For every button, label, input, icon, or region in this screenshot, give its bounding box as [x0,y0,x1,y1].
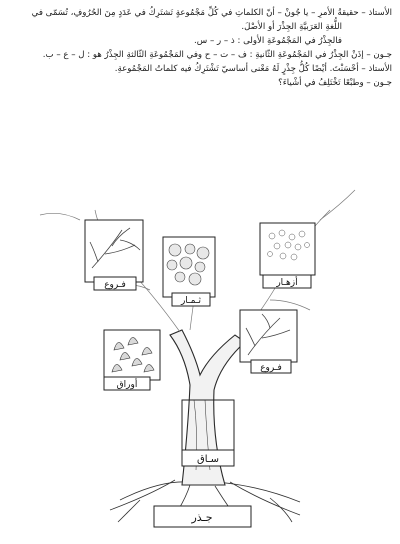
dialogue-line-4: جـون – إذَنْ الجِذْرُ في المَجْمُوعَةِ الثّانيةِ : ف – ت – ح وفي المَجْمُوعَةِ الثّالثةِ الجِذْرُ هو : ل – ع – ب. [42,50,392,60]
dialogue-line-1: الأستاذ – حقيقةُ الأمرِ – يا جُونْ – أنّ الكلماتِ في كُلِّ مَجْمُوعةٍ تَشتَرِكُ في عَدَدٍ مِنَ الحُرُوفِ، تُسَمّى في [31,8,392,18]
leaves-label: أوراق [116,380,138,390]
leaves-card [104,330,160,390]
dialogue-line-3: فالجِذْرُ في المَجْمُوعَةِ الأولى : ذ – ر – س. [194,36,342,46]
branches-card [85,220,143,290]
fruits-card [163,237,215,306]
root-label: جـذر [191,511,213,524]
branches-label-2: فـروع [260,363,282,373]
dialogue-line-2: اللُّغةِ العَرَبيَّةِ الجِذْرَ أو الأصْلَ. [241,22,342,32]
branches-label: فـروع [104,280,126,290]
fruits-label: ثـمـار [180,296,202,306]
root-card [154,506,251,527]
dialogue-line-6: جـون – وطبْعًا تَخْتَلِفُ في أشْياءَ؟ [278,78,392,88]
dialogue-text [6,6,392,90]
branches-card-2 [240,310,297,373]
tree-illustration [0,150,400,544]
flowers-label: أزهـار [276,278,298,288]
trunk-label: سـاق [196,454,220,465]
flowers-card [260,223,315,288]
dialogue-line-5: الأستاذ – أحْسَنْتَ. أيْضًا كُلُّ جِذْرٍ لَهُ مَعْنى أساسيّ تَشْتَرِكُ فيه كلماتُ المَجْمُوعةِ. [114,64,392,74]
